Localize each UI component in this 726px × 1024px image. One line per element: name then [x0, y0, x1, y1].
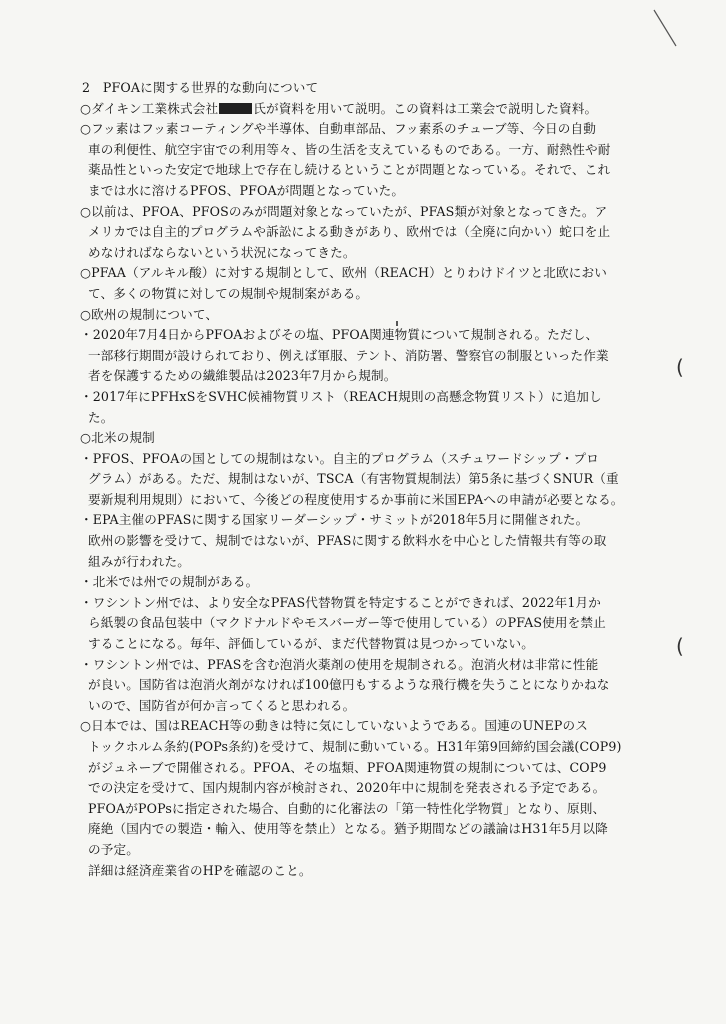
paragraph-line: での決定を受けて、国内規制内容が検討され、2020年中に規制を発表される予定である。 [88, 780, 606, 796]
paragraph-line: ○以前は、PFOA、PFOSのみが問題対象となっていたが、PFAS類が対象となってきた。ア [80, 203, 608, 219]
paragraph-line: いので、国防省が何か言ってくると思われる。 [88, 697, 356, 713]
paragraph-line: ○欧州の規制について、 [80, 306, 219, 322]
paragraph-line: ・ワシントン州では、より安全なPFAS代替物質を特定することができれば、2022年1月か [80, 594, 601, 610]
paragraph-line: ○北米の規制 [80, 430, 155, 446]
paragraph-line [80, 99, 646, 120]
paragraph-line: ・ワシントン州では、PFASを含む泡消火薬剤の使用を規制される。泡消火材は非常に性能 [80, 656, 599, 672]
paragraph-line: ・EPA主催のPFASに関する国家リーダーシップ・サミットが2018年5月に開催された。 [80, 512, 589, 528]
paragraph-line: 廃絶（国内での製造・輸入、使用等を禁止）となる。猶予期間などの議論はH31年5月以降 [88, 821, 608, 837]
scan-edge-mark [652, 8, 678, 48]
paragraph-line: が良い。国防省は泡消火剤がなければ100億円もするような飛行機を失うことになりかねな [88, 677, 610, 693]
tsca-word: TSCA [317, 471, 354, 487]
paragraph-line: ・2017年にPFHxSをSVHC候補物質リスト（REACH規則の高懸念物質リスト）に追加し [80, 388, 602, 404]
paragraph-line: メリカでは自主的プログラムや訴訟による動きがあり、欧州では（全廃に向かい）蛇口を止 [88, 224, 611, 240]
paragraph-line: 組みが行われた。 [88, 553, 190, 569]
pen-tick-mark [396, 321, 398, 326]
tsca-term [317, 469, 353, 490]
paragraph-line: た。 [88, 409, 114, 425]
document-body [80, 78, 646, 881]
paragraph-line: 要新規利用規則）において、今後どの程度使用するか事前に米国EPAへの申請が必要となる。 [88, 491, 624, 507]
paragraph-line: PFOAがPOPsに指定された場合、自動的に化審法の「第一特性化学物質」となり、原則、 [88, 800, 606, 816]
paragraph-line: 車の利便性、航空宇宙での利用等々、皆の生活を支えているものである。一方、耐熱性や耐 [88, 141, 611, 157]
paragraph-line: めなければならないという状況になってきた。 [88, 244, 356, 260]
margin-mark: ( [676, 634, 684, 658]
paragraph-line: 者を保護するための繊維製品は2023年7月から規制。 [88, 368, 397, 384]
paragraph-line: ○日本では、国はREACH等の動きは特に気にしていないようである。国連のUNEPのス [80, 718, 588, 734]
text-fragment: ○ダイキン工業株式会社 [80, 100, 219, 116]
paragraph-line: ○PFAA（アルキル酸）に対する規制として、欧州（REACH）とりわけドイツと北欧におい [80, 265, 607, 281]
redaction-block [219, 103, 252, 114]
paragraph-group-b [80, 490, 646, 881]
paragraph-line: ○フッ素はフッ素コーティングや半導体、自動車部品、フッ素系のチューブ等、今日の自動 [80, 121, 596, 137]
paragraph-line: 詳細は経済産業省のHPを確認のこと。 [88, 862, 312, 878]
paragraph-line: ・PFOS、PFOAの国としての規制はない。自主的プログラム（スチュワードシップ・プロ [80, 450, 600, 466]
paragraph-line: することになる。毎年、評価しているが、まだ代替物質は見つかっていない。 [88, 636, 535, 652]
paragraph-line: ら紙製の食品包装中（マクドナルドやモスバーガー等で使用している）のPFAS使用を禁止 [88, 615, 606, 631]
paragraph-line: 欧州の影響を受けて、規制ではないが、PFASに関する飲料水を中心とした情報共有等の取 [88, 533, 607, 549]
margin-mark: ( [676, 355, 684, 379]
paragraph-line: 薬品性といった安定で地球上で存在し続けるということが問題となっている。それで、これ [88, 162, 611, 178]
paragraph-line [80, 469, 646, 490]
paragraph-group-a [80, 119, 646, 469]
paragraph-line: ・北米では州での規制がある。 [80, 574, 259, 590]
text-fragment: 氏が資料を用いて説明。この資料は工業会で説明した資料。 [253, 100, 598, 116]
paragraph-line: がジュネーブで開催される。PFOA、その塩類、PFOA関連物質の規制については、COP9 [88, 759, 607, 775]
paragraph-line: て、多くの物質に対しての規制や規制案がある。 [88, 285, 369, 301]
text-fragment: グラム）がある。ただ、規制はないが、 [88, 471, 318, 487]
paragraph-line: ・2020年7月4日からPFOAおよびその塩、PFOA関連物質について規制される。ただし、 [80, 327, 599, 343]
text-fragment: （有害物質規制法）第5条に基づくSNUR（重 [353, 471, 619, 487]
paragraph-line: までは水に溶けるPFOS、PFOAが問題となっていた。 [88, 182, 405, 198]
paragraph-line: の予定。 [88, 841, 139, 857]
paragraph-line: 一部移行期間が設けられており、例えば軍服、テント、消防署、警察官の制服といった作業 [88, 347, 609, 363]
section-heading: 2 PFOAに関する世界的な動向について [82, 80, 319, 95]
paragraph-line: トックホルム条約(POPs条約)を受けて、規制に動いている。H31年第9回締約国会議(COP9) [88, 739, 622, 754]
